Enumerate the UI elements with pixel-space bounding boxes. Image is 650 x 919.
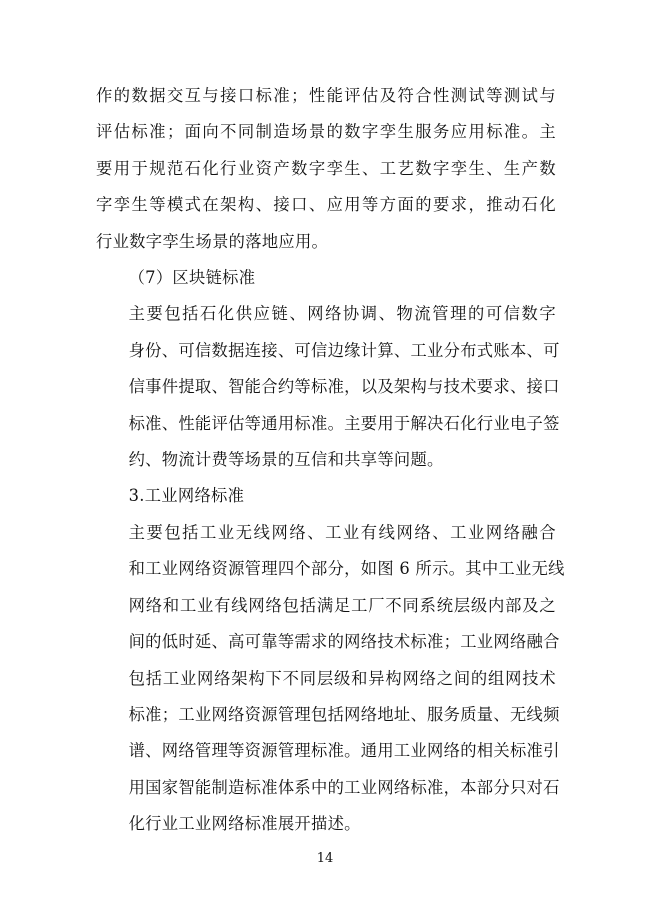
text-line: 标准、性能评估等通用标准。主要用于解决石化行业电子签 <box>128 413 560 433</box>
text-line: 间的低时延、高可靠等需求的网络技术标准；工业网络融合 <box>128 632 560 652</box>
page-number: 14 <box>316 851 334 866</box>
text-line: 用国家智能制造标准体系中的工业网络标准，本部分只对石 <box>128 777 560 797</box>
text-line: 约、物流计费等场景的互信和共享等问题。 <box>128 450 444 470</box>
text-line: 包括工业网络架构下不同层级和异构网络之间的组网技术 <box>128 668 556 688</box>
text-line: 3.工业网络标准 <box>128 486 245 506</box>
text-line: 网络和工业有线网络包括满足工厂不同系统层级内部及之 <box>128 595 556 615</box>
text-line: （7）区块链标准 <box>128 268 256 288</box>
text-line: 化行业工业网络标准展开描述。 <box>128 814 361 834</box>
paragraph <box>96 78 556 260</box>
text-line: 作的数据交互与接口标准；性能评估及符合性测试等测试与 <box>96 86 556 105</box>
text-line: 要用于规范石化行业资产数字孪生、工艺数字孪生、生产数 <box>96 158 556 178</box>
paragraph <box>96 296 560 478</box>
text-line: 评估标准；面向不同制造场景的数字孪生服务应用标准。主 <box>96 122 556 142</box>
paragraph <box>96 478 556 514</box>
paragraph <box>96 515 565 843</box>
text-line: 字孪生等模式在架构、接口、应用等方面的要求，推动石化 <box>96 195 556 215</box>
text-line: 主要包括工业无线网络、工业有线网络、工业网络融合 <box>128 522 556 542</box>
text-line: 和工业网络资源管理四个部分，如图 6 所示。其中工业无线 <box>128 559 565 579</box>
text-line: 谱、网络管理等资源管理标准。通用工业网络的相关标准引 <box>128 741 560 761</box>
text-line: 标准；工业网络资源管理包括网络地址、服务质量、无线频 <box>128 704 560 724</box>
text-line: 行业数字孪生场景的落地应用。 <box>96 231 329 251</box>
text-line: 主要包括石化供应链、网络协调、物流管理的可信数字 <box>128 304 556 324</box>
text-line: 信事件提取、智能合约等标准，以及架构与技术要求、接口 <box>128 377 560 397</box>
paragraph <box>96 260 556 296</box>
body-text <box>96 78 565 843</box>
text-line: 身份、可信数据连接、可信边缘计算、工业分布式账本、可 <box>128 340 560 360</box>
